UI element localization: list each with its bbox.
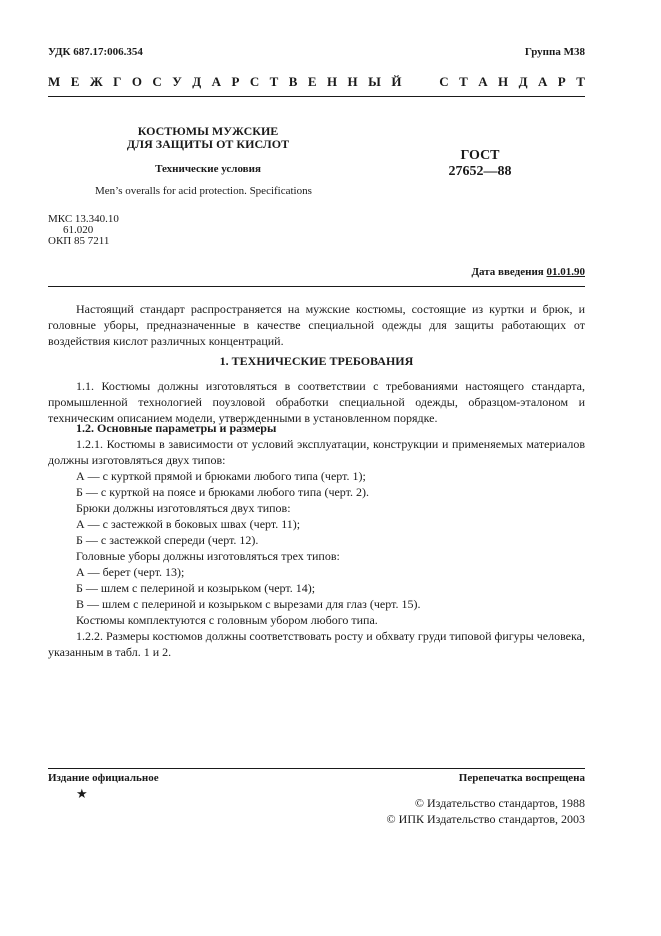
list-line: Головные уборы должны изготовляться трех типов: — [76, 549, 340, 563]
official-edition: Издание официальное — [48, 772, 159, 784]
list-line: А — берет (черт. 13); — [76, 565, 185, 579]
group-code: Группа М38 — [524, 46, 585, 58]
list-line: Б — с курткой на поясе и брюками любого типа (черт. 2). — [76, 485, 369, 499]
list-line: А — с застежкой в боковых швах (черт. 11); — [76, 517, 301, 531]
banner-letter: Т — [576, 74, 585, 89]
clause-1-2-2: 1.2.2. Размеры костюмов должны соответствовать росту и обхвату груди типовой фигуры человека, указанным в табл. 1 и 2. — [48, 629, 585, 659]
banner-letter: У — [172, 74, 182, 89]
banner-letter: Г — [113, 74, 122, 89]
banner-letter: Т — [269, 74, 279, 89]
banner-letter: Н — [347, 74, 358, 89]
gost-number: 27652—88 — [448, 164, 512, 179]
effective-date-value: 01.01.90 — [546, 266, 585, 278]
banner-letter: А — [211, 74, 221, 89]
standard-banner — [48, 74, 585, 90]
banner-letter: С — [439, 74, 449, 89]
banner-letter: Т — [459, 74, 468, 89]
gost-designation — [440, 148, 520, 180]
list-line: В — шлем с пелериной и козырьком с вырезами для глаз (черт. 15). — [76, 597, 421, 611]
banner-letter: Ж — [89, 74, 103, 89]
clause-1-1: 1.1. Костюмы должны изготовляться в соответствии с требованиями настоящего стандарта, промышленной технологией поузловой обработки специальной одежды, образцом-эталоном и техническим описанием модели, утвержденными в установленном порядке. — [48, 379, 585, 425]
list-line: А — с курткой прямой и брюками любого типа (черт. 1); — [76, 469, 366, 483]
list-line: Б — с застежкой спереди (черт. 12). — [76, 533, 259, 547]
header-rule — [48, 96, 585, 97]
banner-letter: Ы — [368, 74, 381, 89]
effective-date — [471, 266, 585, 278]
banner-letter: Р — [557, 74, 566, 89]
banner-letter: Е — [70, 74, 80, 89]
banner-letter: В — [288, 74, 298, 89]
list-line: Брюки должны изготовляться двух типов: — [76, 501, 291, 515]
gost-label: ГОСТ — [460, 148, 500, 163]
banner-letter: Н — [326, 74, 338, 89]
star-icon: ★ — [76, 786, 88, 801]
classification-codes — [48, 214, 119, 247]
section-1-heading: 1. ТЕХНИЧЕСКИЕ ТРЕБОВАНИЯ — [219, 354, 414, 368]
effective-date-label: Дата введения — [471, 266, 544, 278]
banner-letter: А — [537, 74, 548, 89]
copyright-2003: © ИПК Издательство стандартов, 2003 — [386, 812, 585, 826]
english-title: Men’s overalls for acid protection. Specifications — [95, 185, 312, 197]
date-rule — [48, 286, 585, 287]
banner-letter: О — [131, 74, 142, 89]
copyright-1988: © Издательство стандартов, 1988 — [414, 796, 585, 810]
document-title — [118, 125, 298, 151]
banner-letter: Д — [518, 74, 528, 89]
banner-letter: М — [48, 74, 61, 89]
list-line: Б — шлем с пелериной и козырьком (черт. 14); — [76, 581, 316, 595]
banner-letter — [412, 74, 415, 90]
title-line-2: ДЛЯ ЗАЩИТЫ ОТ КИСЛОТ — [126, 137, 290, 151]
list-line: Костюмы комплектуются с головным убором любого типа. — [76, 613, 378, 627]
banner-letter: А — [478, 74, 488, 89]
title-line-1: КОСТЮМЫ МУЖСКИЕ — [137, 124, 279, 138]
clause-1-2-heading: 1.2. Основные параметры и размеры — [76, 421, 277, 435]
intro-paragraph: Настоящий стандарт распространяется на мужские костюмы, состоящие из куртки и брюк, и головные уборы, предназначенные в качестве специальной одежды для защиты работающих от воздействия кислот различных концентраций. — [48, 302, 585, 348]
mks-code-2: 61.020 — [63, 224, 94, 236]
banner-letter: Р — [231, 74, 240, 89]
banner-letter — [426, 74, 429, 90]
okp-code: ОКП 85 7211 — [48, 235, 110, 247]
banner-letter: Й — [391, 74, 402, 89]
banner-letter: Д — [192, 74, 202, 89]
banner-letter: Н — [498, 74, 509, 89]
clause-1-2-1: 1.2.1. Костюмы в зависимости от условий эксплуатации, конструкции и применяемых материалов должны изготовляться двух типов: — [48, 437, 585, 467]
reprint-notice: Перепечатка воспрещена — [458, 772, 585, 784]
banner-letter: С — [152, 74, 162, 89]
banner-letter: С — [249, 74, 260, 89]
document-subtitle: Технические условия — [155, 163, 261, 175]
udk-code: УДК 687.17:006.354 — [48, 46, 143, 58]
footer-rule — [48, 768, 585, 769]
banner-letter: Е — [307, 74, 317, 89]
mks-code-1: МКС 13.340.10 — [48, 213, 119, 225]
